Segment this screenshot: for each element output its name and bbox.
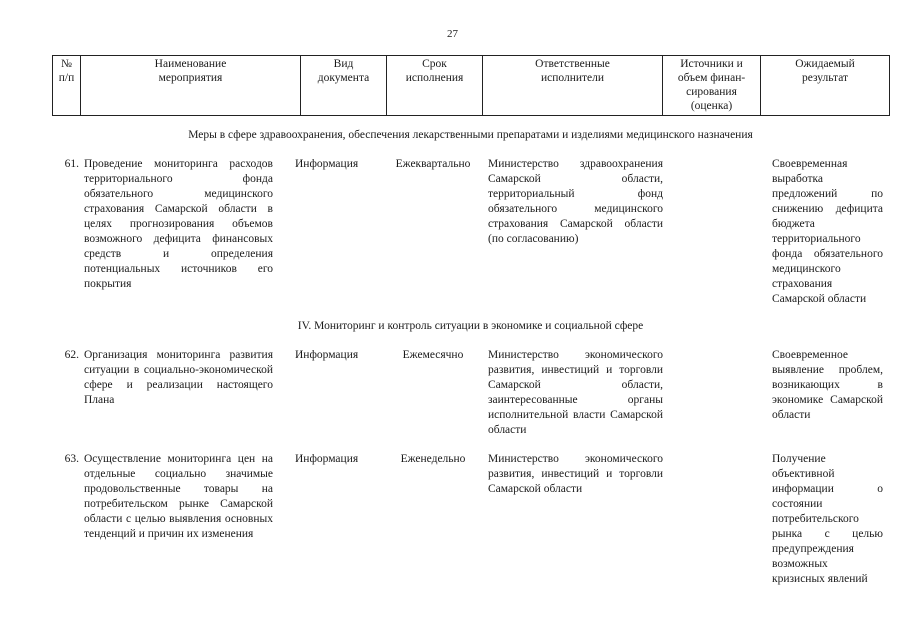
row-number: 61. xyxy=(64,158,79,170)
row-number: 63. xyxy=(64,453,79,465)
responsible-executors: Министерство экономического развития, инвестиций и торговли Самарской области xyxy=(488,453,663,495)
deadline: Ежеквартально xyxy=(395,158,471,170)
column-header-funding: Источники и объем финан- сирования (оценка) xyxy=(663,56,761,116)
column-header-expected-result: Ожидаемый результат xyxy=(761,56,890,116)
deadline: Еженедельно xyxy=(400,453,466,465)
responsible-executors: Министерство экономического развития, инвестиций и торговли Самарской области, заинтересованные органы исполнительной власти Самарской области xyxy=(488,349,663,436)
column-header-name: Наименование мероприятия xyxy=(81,56,301,116)
section-title-healthcare: Меры в сфере здравоохранения, обеспечения лекарственными препаратами и изделиями медицинского назначения xyxy=(188,129,753,141)
section-title-monitoring: IV. Мониторинг и контроль ситуации в экономике и социальной сфере xyxy=(297,320,644,332)
column-header-document-type: Вид документа xyxy=(301,56,387,116)
responsible-executors: Министерство здравоохранения Самарской области, территориальный фонд обязательного медицинского страхования Самарской области (по согласованию) xyxy=(488,158,663,245)
expected-result: Своевременная выработка предложений по снижению дефицита бюджета территориального фонда обязательного медицинского страхования Самарской области xyxy=(772,158,883,305)
row-number: 62. xyxy=(64,349,79,361)
document-type: Информация xyxy=(295,349,359,361)
column-header-number: № п/п xyxy=(53,56,81,116)
column-header-executors: Ответственные исполнители xyxy=(483,56,663,116)
expected-result: Получение объективной информации о состоянии потребительского рынка с целью предупреждения возможных кризисных явлений xyxy=(772,453,883,585)
document-type: Информация xyxy=(295,453,359,465)
expected-result: Своевременное выявление проблем, возникающих в экономике Самарской области xyxy=(772,349,883,421)
measure-name: Осуществление мониторинга цен на отдельные социально значимые продовольственные товары на потребительском рынке Самарской области с целью выявления основных тенденций и причин их изменения xyxy=(84,453,273,540)
page-number: 27 xyxy=(447,28,458,40)
document-type: Информация xyxy=(295,158,359,170)
deadline: Ежемесячно xyxy=(402,349,464,361)
table-header xyxy=(52,55,890,116)
measure-name: Проведение мониторинга расходов территориального фонда обязательного медицинского страхования Самарской области в целях прогнозирования объемов возможного дефицита финансовых средств и определения потенциальных источников его покрытия xyxy=(84,158,273,290)
column-header-deadline: Срок исполнения xyxy=(387,56,483,116)
measure-name: Организация мониторинга развития ситуации в социально-экономической сфере и реализации настоящего Плана xyxy=(84,349,273,406)
